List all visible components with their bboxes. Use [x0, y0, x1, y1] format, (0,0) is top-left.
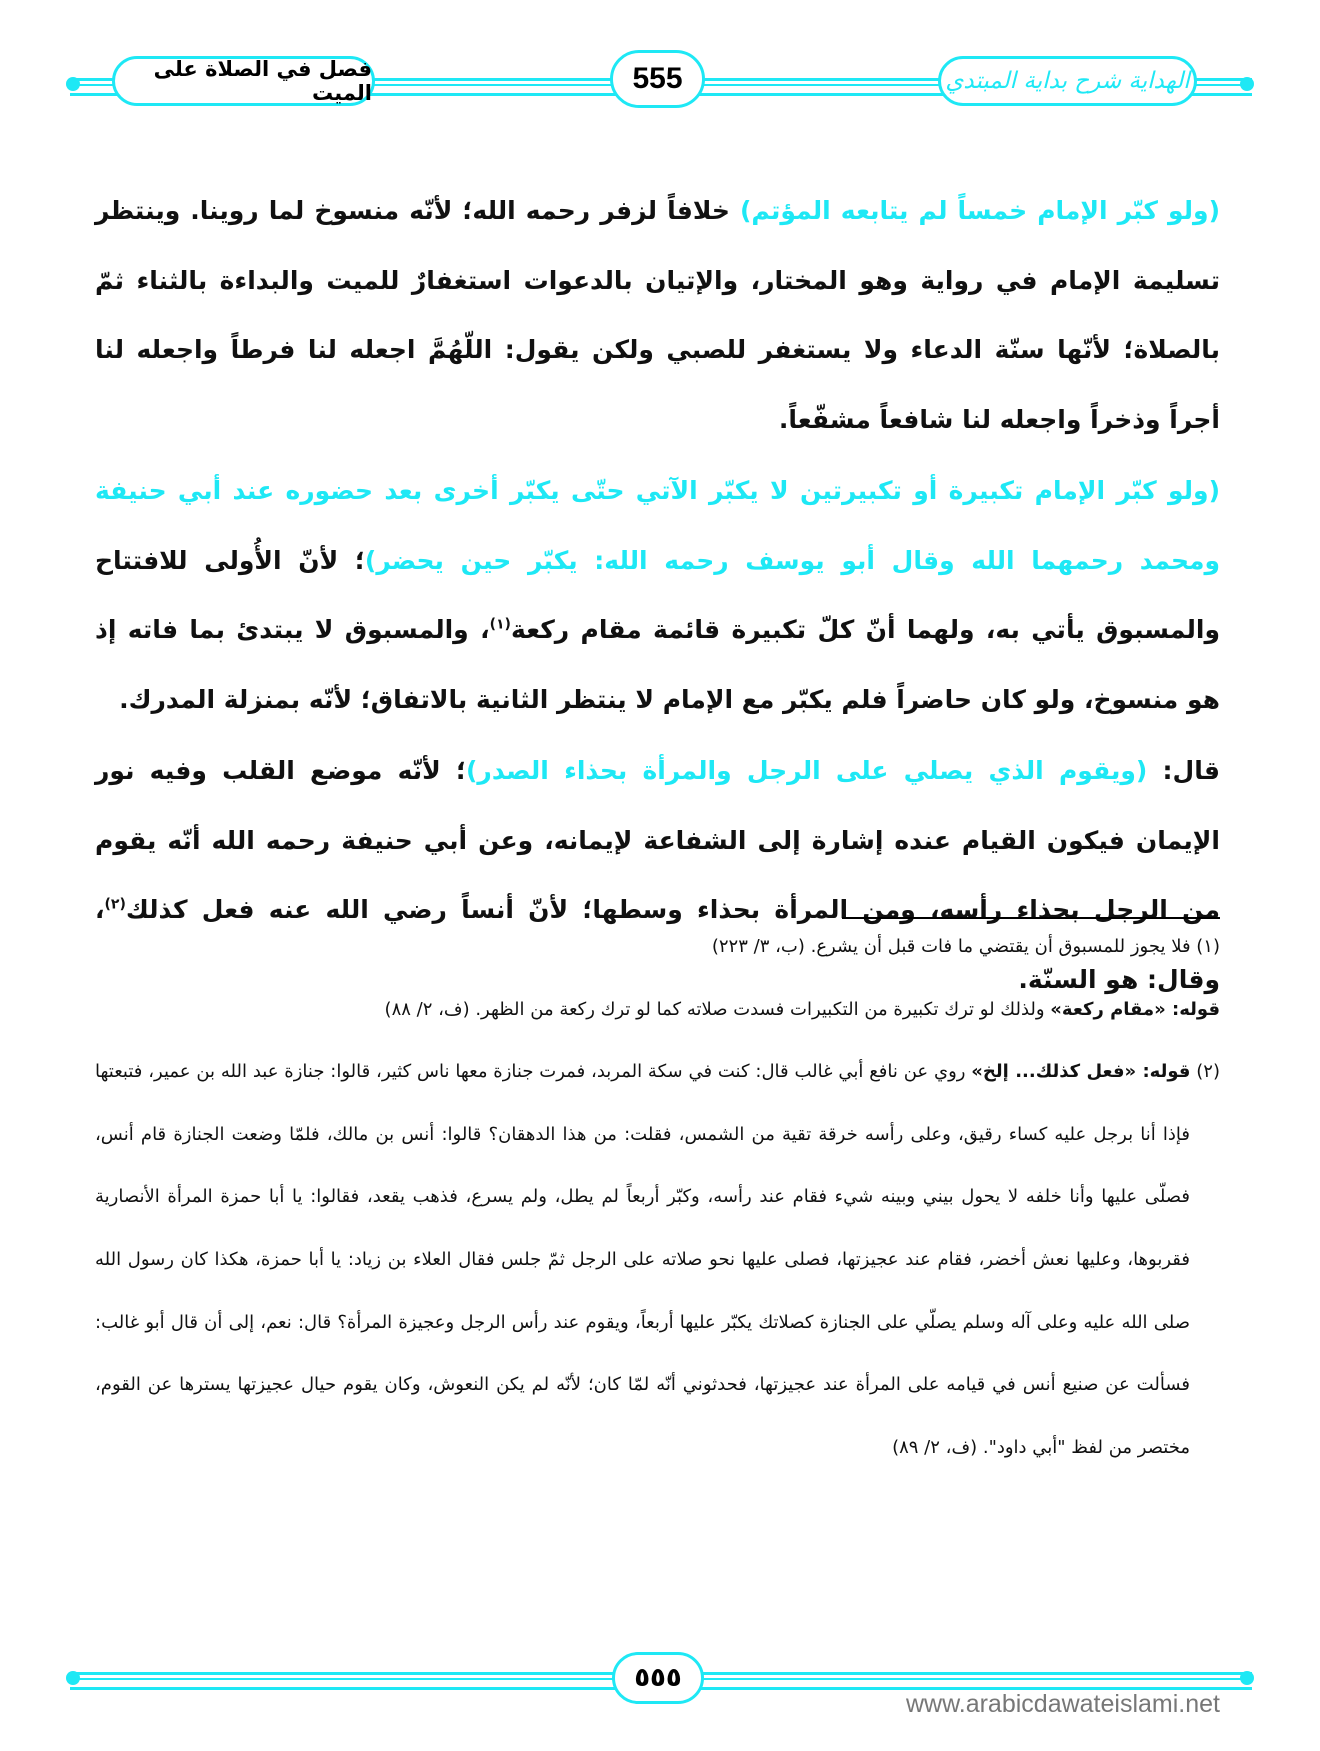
website-url: www.arabicdawateislami.net	[905, 1690, 1220, 1718]
book-title-pill	[938, 56, 1197, 106]
footer-ornament-knob-right	[1240, 1671, 1254, 1685]
footnote-label: قوله: «مقام ركعة»	[1050, 998, 1220, 1020]
commentary-text: ، والمسبوق لا يبتدئ بما فاته إذ هو منسوخ، ولو كان حاضراً فلم يكبّر مع الإمام لا ينتظر الثانية بالاتفاق؛ لأنّه بمنزلة المدرك.	[95, 615, 1220, 714]
footnote-1: (١) فلا يجوز للمسبوق أن يقتضي ما فات قبل أن يشرع. (ب، ٣/ ٢٢٣)	[711, 936, 1220, 957]
page-number: 555	[632, 62, 683, 95]
footnote-label: قوله: «فعل كذلك... إلخ»	[971, 1061, 1191, 1083]
commentary-text: قال:	[1147, 756, 1220, 785]
footnote-number: (٢)	[1190, 1061, 1220, 1083]
commentary-text: ، وقال: هو السنّة.	[95, 895, 1220, 994]
footnotes	[95, 916, 1220, 1479]
footer-page-number-pill	[612, 1652, 704, 1704]
commentary-text: خلافاً لزفر رحمه الله؛ لأنّه منسوخ لما روينا. وينتظر تسليمة الإمام في رواية وهو المختار، والإتيان بالدعوات استغفارٌ للميت والبداءة بالثناء ثمّ بالصلاة؛ لأنّها سنّة الدعاء ولا يستغفر للصبي ولكن يقول: اللّهُمَّ اجعله لنا فرطاً واجعله لنا أجراً وذخراً واجعله لنا شافعاً مشفّعاً.	[95, 196, 1220, 434]
footnote-ref-2[interactable]: (٢)	[104, 896, 126, 913]
footnote-2	[95, 1041, 1220, 1479]
book-title: الهداية شرح بداية المبتدي	[945, 68, 1190, 94]
matn-text: (ولو كبّر الإمام تكبيرة أو تكبيرتين لا يكبّر الآتي حتّى يكبّر أخرى بعد حضوره عند أبي حنيفة ومحمد رحمهما الله وقال أبو يوسف رحمه الله: يكبّر حين يحضر)	[95, 476, 1220, 575]
commentary-text: ؛ لأنّ الأُولى للافتتاح والمسبوق يأتي به، ولهما أنّ كلّ تكبيرة قائمة مقام ركعة	[95, 545, 1220, 644]
footnote-1b	[95, 979, 1220, 1042]
footnote-ref-1[interactable]: (١)	[489, 616, 511, 633]
main-text	[95, 176, 1220, 1016]
header-ornament-knob-left	[66, 77, 80, 91]
matn-text: (ويقوم الذي يصلي على الرجل والمرأة بحذاء الصدر)	[466, 756, 1148, 785]
section-title: فصل في الصلاة على الميت	[153, 57, 372, 105]
page-number-pill	[610, 50, 705, 108]
footer-ornament-knob-left	[66, 1671, 80, 1685]
footnote-text: ولذلك لو ترك تكبيرة من التكبيرات فسدت صلاته كما لو ترك ركعة من الظهر. (ف، ٢/ ٨٨)	[384, 998, 1051, 1020]
commentary-text: ؛ لأنّه موضع القلب وفيه نور الإيمان فيكون القيام عنده إشارة إلى الشفاعة لإيمانه، وعن أبي حنيفة رحمه الله أنّه يقوم من الرجل بحذاء رأسه، ومن المرأة بحذاء وسطها؛ لأنّ أنساً رضي الله عنه فعل كذلك	[95, 756, 1220, 924]
footnote-text: روي عن نافع أبي غالب قال: كنت في سكة المربد، فمرت جنازة معها ناس كثير، قالوا: جنازة عبد الله بن عمير، فتبعتها فإذا أنا برجل عليه كساء رقيق، وعلى رأسه خرقة تقية من الشمس، فقلت: من هذا الدهقان؟ قالوا: أنس بن مالك، فلمّا وضعت الجنازة قام أنس، فصلّى عليها وأنا خلفه لا يحول بيني وبينه شيء فقام عند رأسه، وكبّر أربعاً لم يطل، ولم يسرع، فذهب يقعد، فقالوا: يا أبا حمزة المرأة الأنصارية فقربوها، وعليها نعش أخضر، فقام عند عجيزتها، فصلى عليها نحو صلاته على الرجل ثمّ جلس فقال العلاء بن زياد: يا أبا حمزة، هكذا كان رسول الله صلى الله عليه وعلى آله وسلم يصلّي على الجنازة كصلاتك يكبّر عليها أربعاً، ويقوم عند رأس الرجل وعجيزة المرأة؟ قال: نعم، إلى أن قال أبو غالب: فسألت عن صنيع أنس في قيامه على المرأة عند عجيزتها، فحدثوني أنّه لمّا كان؛ لأنّه لم يكن النعوش، وكان يقوم حيال عجيزتها يسترها عن القوم، مختصر من لفظ "أبي داود". (ف، ٢/ ٨٩)	[95, 1061, 1190, 1458]
footer-page-number: ٥٥٥	[634, 1663, 682, 1693]
header-ornament-knob-right	[1240, 77, 1254, 91]
paragraph-1	[95, 176, 1220, 454]
paragraph-2	[95, 456, 1220, 734]
matn-text: (ولو كبّر الإمام خمساً لم يتابعه المؤتم)	[739, 196, 1221, 225]
section-title-pill	[112, 56, 375, 106]
